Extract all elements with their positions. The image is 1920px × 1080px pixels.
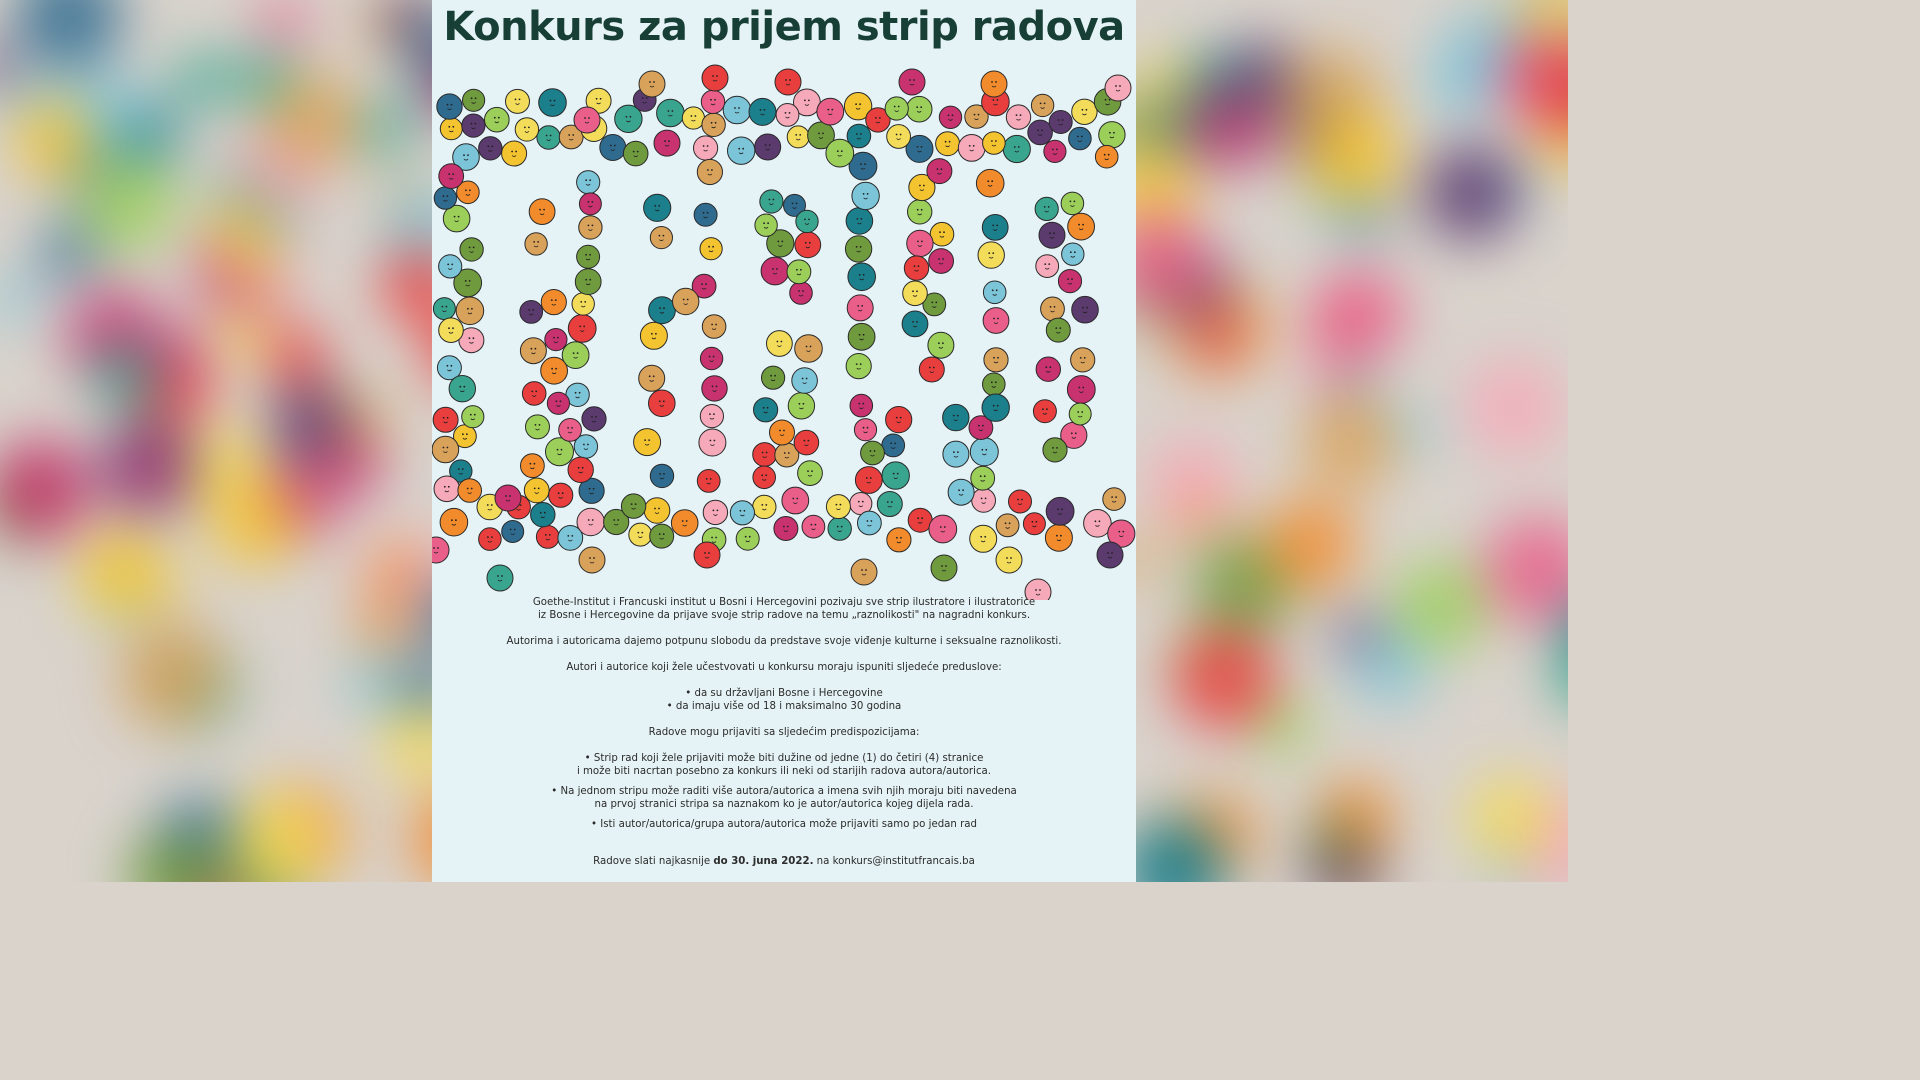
face-dot (1036, 255, 1059, 278)
face-dot (529, 199, 555, 225)
blurred-dot (1466, 775, 1554, 863)
face-dot (703, 500, 727, 524)
face-dot (545, 329, 567, 351)
face-dot (927, 159, 952, 184)
face-dot (456, 297, 484, 325)
face-dot (982, 394, 1009, 421)
face-dot (753, 443, 777, 467)
face-dot (559, 419, 582, 442)
face-dot (1072, 99, 1097, 124)
face-dot (848, 323, 875, 350)
face-dot (795, 232, 821, 258)
face-dot (931, 555, 957, 581)
face-dot (928, 332, 954, 358)
face-dot (755, 214, 777, 236)
blurred-dot (215, 308, 270, 363)
face-dot (882, 434, 905, 457)
face-dot (749, 98, 776, 125)
face-dot (817, 98, 844, 125)
face-dot (434, 476, 460, 502)
face-dot (1095, 145, 1118, 168)
face-dot (531, 503, 555, 527)
face-dot (506, 89, 530, 113)
face-dot (1043, 438, 1067, 462)
blurred-dot (1188, 88, 1272, 172)
face-dot (770, 420, 795, 445)
face-dot (936, 132, 960, 156)
rules-heading: Radove mogu prijaviti sa sljedećim predispozicijama: (648, 727, 920, 738)
face-dot (970, 438, 998, 466)
rule-item: • Na jednom stripu može raditi više autora/autorica a imena svih njih moraju biti navedena (551, 786, 1017, 797)
face-dot (1003, 135, 1030, 162)
poster-title: Konkurs za prijem strip radova (443, 4, 1125, 50)
face-dot (796, 210, 818, 232)
face-dot (432, 436, 459, 463)
face-dot (846, 208, 873, 235)
face-dot (1009, 490, 1032, 513)
face-dot (515, 118, 538, 141)
face-dot (644, 194, 671, 221)
blurred-dot (1139, 56, 1193, 110)
face-dot (978, 242, 1004, 268)
condition-item: • da su državljani Bosne i Hercegovine (685, 688, 883, 699)
face-dot (644, 498, 670, 524)
face-dot (795, 335, 823, 363)
blurred-dot (1172, 626, 1277, 731)
blurred-dot (0, 276, 39, 324)
face-dot (572, 293, 594, 315)
blurred-dot (1302, 395, 1398, 491)
face-dot (702, 376, 727, 401)
face-dot (654, 130, 680, 156)
face-dot (1084, 510, 1112, 538)
blurred-dot (372, 543, 419, 590)
face-dot (1039, 222, 1065, 248)
face-dot (728, 137, 755, 164)
face-dot (983, 308, 1009, 334)
face-dot (753, 495, 776, 518)
face-dot (851, 559, 877, 585)
blurred-dot (1392, 408, 1435, 451)
face-dot (930, 222, 954, 246)
blurred-dot (1314, 269, 1405, 360)
face-dot (776, 104, 799, 127)
face-dot (1044, 140, 1066, 162)
face-dot (1046, 497, 1074, 525)
face-dot (537, 126, 560, 149)
face-dot (1069, 403, 1091, 425)
blurred-dot (353, 593, 417, 657)
blurred-dot (1308, 814, 1360, 866)
blurred-dot (13, 100, 92, 179)
face-dot (522, 382, 546, 406)
face-dot (487, 565, 513, 591)
deadline-date: do 30. juna 2022. (713, 856, 814, 867)
face-dot (852, 182, 879, 209)
face-dot (634, 429, 661, 456)
face-dot (520, 301, 543, 324)
face-dot (650, 227, 672, 249)
face-dot (434, 187, 456, 209)
face-dot (574, 107, 600, 133)
face-dot (1072, 296, 1099, 323)
face-dot (694, 542, 720, 568)
deadline-line (472, 855, 1096, 868)
blurred-dot (1464, 359, 1563, 458)
blurred-dot (259, 0, 308, 45)
face-dot (582, 407, 606, 431)
blurred-dot (380, 246, 432, 325)
face-dot (700, 347, 722, 369)
face-dot (761, 257, 789, 285)
blurred-dot (0, 438, 92, 540)
face-dot (699, 429, 726, 456)
blurred-dot (1149, 437, 1236, 524)
face-dot (996, 514, 1019, 537)
face-dot (702, 315, 726, 339)
face-dot (579, 547, 605, 573)
face-dot (982, 215, 1008, 241)
face-dot (787, 260, 811, 284)
face-dot (970, 525, 997, 552)
face-dot (568, 315, 596, 343)
face-dot (439, 318, 464, 343)
face-dot (682, 107, 704, 129)
condition-item: • da imaju više od 18 i maksimalno 30 godina (666, 701, 902, 712)
face-dot (577, 171, 600, 194)
face-dot (787, 126, 809, 148)
blurred-dot (211, 202, 260, 251)
face-dot (854, 419, 876, 441)
face-dot (847, 295, 873, 321)
face-dot (639, 71, 665, 97)
face-dot (485, 107, 510, 132)
face-dot (755, 134, 781, 160)
blurred-dot (210, 479, 300, 569)
rule-item: • Isti autor/autorica/grupa autora/autorica može prijaviti samo po jedan rad (590, 819, 978, 830)
blurred-dot (381, 703, 432, 783)
face-dot (972, 489, 996, 513)
face-dot (907, 230, 933, 256)
blurred-dot (1136, 538, 1157, 584)
face-dot (558, 526, 583, 551)
face-dot (547, 392, 569, 414)
face-dot (1058, 270, 1081, 293)
face-dot (1062, 243, 1084, 265)
face-dot (887, 125, 911, 149)
face-dot (767, 331, 793, 357)
deadline-prefix: Radove slati najkasnije (593, 856, 714, 867)
face-dot (983, 373, 1006, 396)
blurred-dot (347, 659, 397, 709)
face-dot (449, 376, 475, 402)
blurred-dot (1196, 318, 1237, 359)
blurred-dot (91, 341, 160, 410)
face-dot (702, 65, 728, 91)
face-dot (546, 438, 574, 466)
face-dot (1045, 524, 1072, 551)
blurred-dot (410, 791, 432, 882)
face-dot (440, 118, 462, 140)
face-dot (983, 281, 1006, 304)
face-dot (700, 238, 722, 260)
face-dot (855, 467, 882, 494)
face-dot (882, 462, 909, 489)
face-dot (850, 394, 873, 417)
face-dot (904, 256, 928, 280)
deadline-contact: na konkurs@institutfrancais.ba (813, 856, 975, 867)
face-dot (971, 466, 995, 490)
face-dot (996, 547, 1022, 573)
blurred-dot (40, 224, 96, 280)
face-dot (887, 528, 911, 552)
face-dot (432, 537, 449, 563)
face-dot (1035, 197, 1058, 220)
intro-line: iz Bosne i Hercegovine da prijave svoje strip radove na temu „raznolikosti" na nagradni konkurs. (537, 610, 1031, 621)
face-dot (899, 69, 925, 95)
blurred-dot (1484, 516, 1568, 623)
face-dot (541, 290, 566, 315)
face-dot (790, 282, 813, 305)
face-dot (858, 511, 882, 535)
face-dot (861, 441, 885, 465)
blurred-dot (173, 51, 231, 109)
face-dot (798, 461, 823, 486)
face-dot (433, 407, 458, 432)
face-dot (1069, 127, 1092, 150)
face-dot (1067, 376, 1095, 404)
face-dot (1046, 318, 1070, 342)
face-dot (520, 338, 546, 364)
face-dot (526, 415, 550, 439)
face-dot (802, 515, 825, 538)
face-dot (753, 466, 776, 489)
face-dot (774, 517, 798, 541)
freedom-statement: Autorima i autoricama dajemo potpunu slobodu da predstave svoje viđenje kulturne i seksualne raznolikosti. (506, 636, 1062, 647)
blurred-dot (268, 73, 363, 168)
face-dot (621, 494, 645, 518)
face-dot (579, 216, 602, 239)
face-dot (943, 441, 969, 467)
blurred-dot (119, 622, 227, 730)
face-dot (885, 97, 908, 120)
face-dot (1049, 111, 1072, 134)
face-dot (697, 470, 720, 493)
blurred-background-right (1136, 0, 1568, 882)
face-dot (479, 528, 502, 551)
face-dot (623, 141, 648, 166)
face-dot (525, 233, 547, 255)
face-dot (649, 297, 676, 324)
face-dot (929, 249, 954, 274)
face-dot (1033, 400, 1056, 423)
face-dot (929, 515, 957, 543)
face-dot (943, 404, 969, 430)
blurred-dot (230, 791, 328, 882)
face-dot (460, 238, 483, 261)
blurred-dot (326, 439, 382, 495)
face-dot (919, 357, 944, 382)
face-dot (976, 169, 1004, 197)
face-dot (462, 406, 484, 428)
face-dot (1036, 357, 1060, 381)
blurred-dot (359, 103, 413, 157)
face-dot (762, 366, 785, 389)
face-dot (577, 245, 600, 268)
face-dot (886, 407, 912, 433)
face-dot (524, 478, 549, 503)
face-dot (701, 90, 724, 113)
rule-item: na prvoj stranici stripa sa naznakom ko je autor/autorica kojeg dijela rada. (594, 799, 974, 810)
blurred-dot (1422, 144, 1520, 242)
dot-lettering-artwork (432, 60, 1136, 600)
face-dot (1023, 513, 1045, 535)
face-dot (1105, 75, 1131, 101)
face-dot (657, 99, 685, 127)
face-dot (502, 521, 524, 543)
face-dot (539, 89, 567, 117)
face-dot (981, 71, 1007, 97)
blurred-dot (15, 0, 123, 70)
face-dot (673, 288, 699, 314)
face-dot (650, 464, 673, 487)
blurred-dot (80, 156, 178, 254)
face-dot (568, 457, 593, 482)
face-dot (736, 527, 759, 550)
face-dot (579, 193, 601, 215)
face-dot (848, 263, 876, 291)
blurred-dot (265, 324, 329, 388)
face-dot (1061, 192, 1084, 215)
blurred-dot (1301, 109, 1400, 208)
face-dot (521, 454, 545, 478)
face-dot (775, 69, 801, 95)
face-dot (906, 96, 932, 122)
face-dot (697, 159, 722, 184)
face-dot (939, 106, 961, 128)
face-dot (908, 200, 932, 224)
face-dot (702, 113, 725, 136)
blurred-dot (139, 565, 180, 606)
face-dot (479, 137, 502, 160)
face-dot (650, 524, 674, 548)
face-dot (458, 479, 482, 503)
intro-line: Goethe-Institut i Francuski institut u Bosni i Hercegovini pozivaju sve strip ilustratore i ilustratorice (532, 597, 1036, 608)
face-dot (462, 114, 485, 137)
face-dot (463, 89, 485, 111)
rule-item: i može biti nacrtan posebno za konkurs ili neki od starijih radova autora/autorica. (576, 766, 992, 777)
face-dot (826, 139, 854, 167)
face-dot (1041, 297, 1065, 321)
face-dot (792, 368, 818, 394)
face-dot (794, 430, 819, 455)
face-dot (495, 485, 521, 511)
face-dot (671, 510, 698, 537)
face-dot (639, 365, 665, 391)
face-dot (1006, 105, 1030, 129)
face-dot (629, 523, 652, 546)
face-dot (877, 492, 902, 517)
face-dot (903, 281, 928, 306)
face-dot (1028, 120, 1053, 145)
face-dot (549, 483, 573, 507)
face-dot (1068, 213, 1095, 240)
face-dot (983, 132, 1006, 155)
face-dot (600, 135, 626, 161)
face-dot (439, 164, 464, 189)
rule-item: • Strip rad koji žele prijaviti može biti dužine od jedne (1) do četiri (4) stranice (584, 753, 984, 764)
face-dot (437, 94, 462, 119)
face-dot (846, 354, 871, 379)
face-dot (760, 190, 783, 213)
face-dot (502, 141, 527, 166)
face-dot (640, 322, 667, 349)
face-dot (433, 298, 455, 320)
face-dot (1097, 542, 1123, 568)
face-dot (723, 96, 751, 124)
blurred-dot (1352, 631, 1427, 706)
face-dot (828, 517, 851, 540)
face-dot (902, 311, 928, 337)
face-dot (440, 508, 468, 536)
face-dot (845, 236, 871, 262)
poster-body (472, 596, 1096, 868)
face-dot (700, 405, 723, 428)
face-dot (1103, 488, 1126, 511)
face-dot (1099, 122, 1125, 148)
face-dot (541, 357, 568, 384)
face-dot (575, 269, 601, 295)
blurred-dot (1262, 498, 1357, 593)
face-dot (984, 348, 1008, 372)
face-dot (1031, 94, 1053, 116)
face-dot (730, 501, 754, 525)
face-dot (782, 487, 809, 514)
face-dot (826, 495, 850, 519)
face-dot (788, 393, 814, 419)
conditions-heading: Autori i autorice koji žele učestvovati u konkursu moraju ispuniti sljedeće preduslove: (566, 662, 1002, 673)
face-dot (958, 135, 985, 162)
face-dot (694, 136, 718, 160)
blurred-background-left (0, 0, 432, 882)
face-dot (948, 479, 974, 505)
face-dot (694, 203, 717, 226)
competition-poster (432, 0, 1136, 882)
face-dot (1071, 348, 1095, 372)
face-dot (754, 398, 778, 422)
face-dot (439, 255, 462, 278)
face-dot (536, 526, 559, 549)
face-dot (649, 390, 676, 417)
